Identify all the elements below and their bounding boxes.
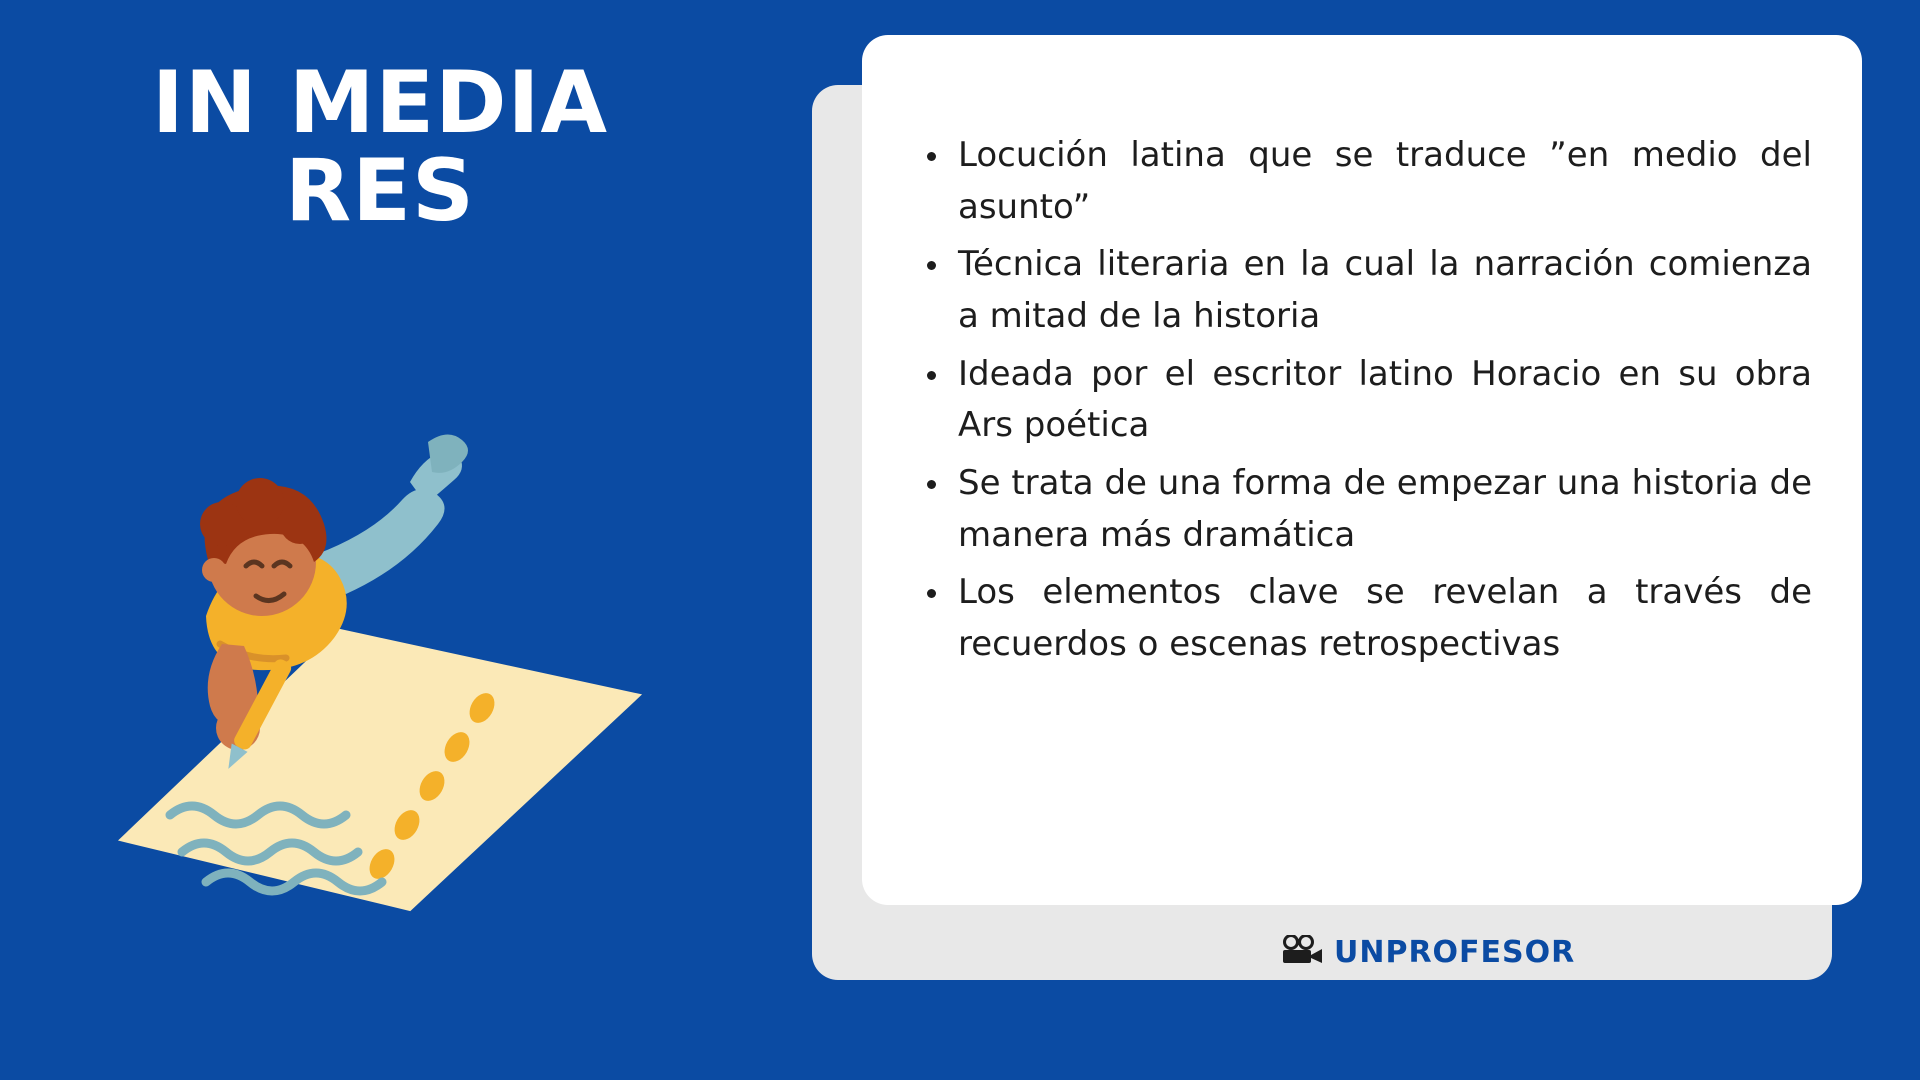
left-column <box>0 0 800 1080</box>
list-item: • Ideada por el escritor latino Horacio en su obra Ars poética <box>952 349 1812 452</box>
content-card <box>862 35 1862 905</box>
list-item: • Técnica literaria en la cual la narración comienza a mitad de la historia <box>952 239 1812 342</box>
child-writing-on-paper-illustration <box>110 420 670 920</box>
list-item: • Locución latina que se traduce ”en medio del asunto” <box>952 130 1812 233</box>
film-camera-icon <box>1280 935 1324 970</box>
title-line-2: RES <box>285 140 475 241</box>
title-line-1: IN MEDIA <box>151 53 609 153</box>
logo-text: UNPROFESOR <box>1334 935 1576 970</box>
list-item: • Se trata de una forma de empezar una historia de manera más dramática <box>952 458 1812 561</box>
page-title <box>60 53 700 241</box>
bullet-list <box>892 130 1812 677</box>
unprofesor-logo <box>1280 935 1575 970</box>
list-item: • Los elementos clave se revelan a través de recuerdos o escenas retrospectivas <box>952 567 1812 670</box>
